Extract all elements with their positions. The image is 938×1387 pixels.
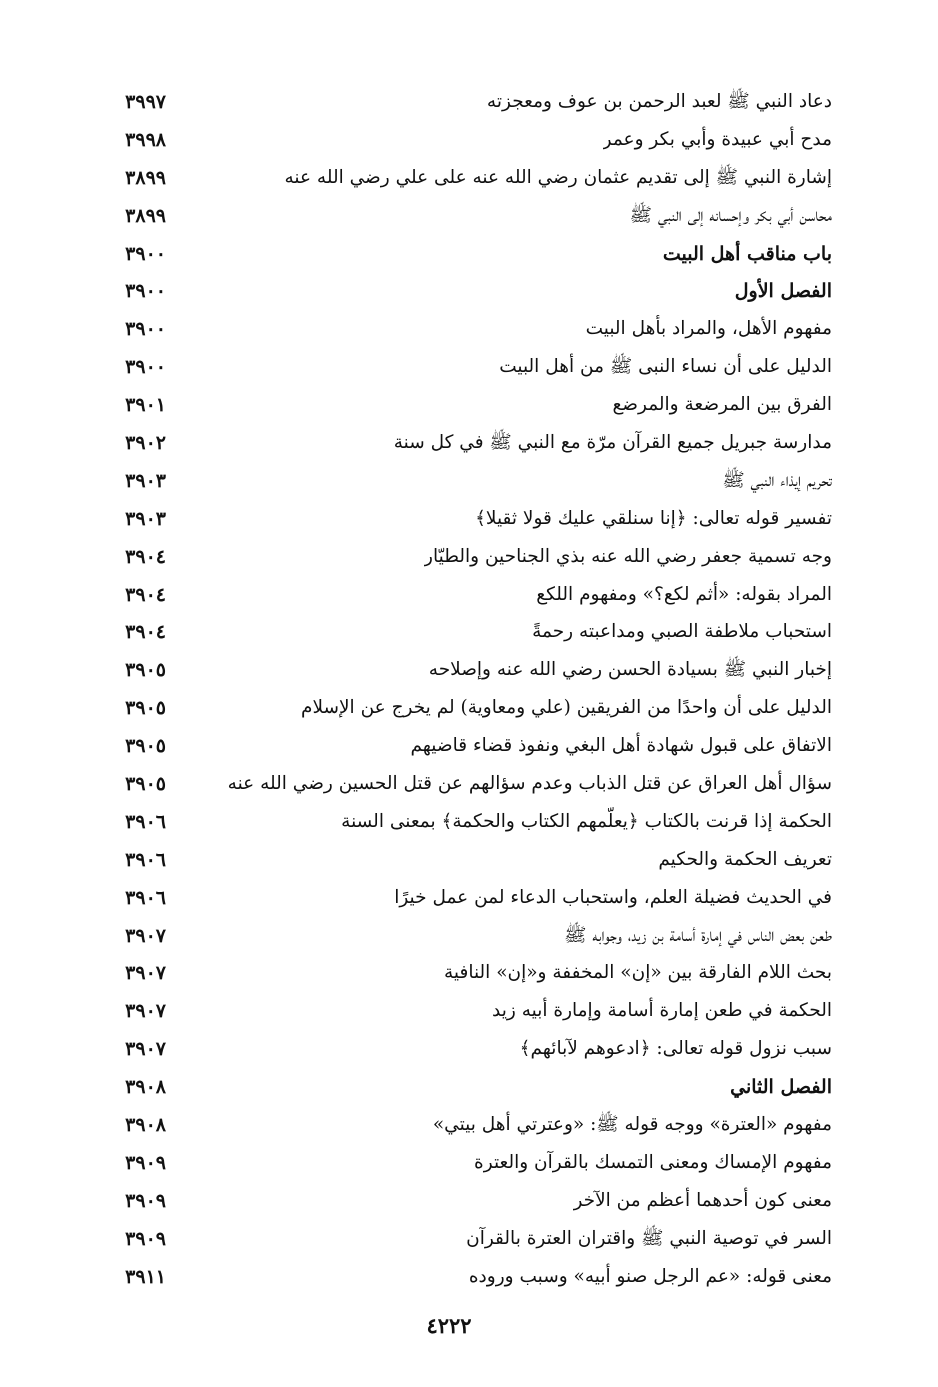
toc-entry [86,1259,832,1297]
toc-entry-page-number: ٣٩٠٤ [125,545,166,568]
toc-entry-title: مفهوم الأهل، والمراد بأهل البيت [585,318,832,340]
toc-entry-page-number: ٣٩١١ [125,1265,166,1288]
table-of-contents [86,84,832,1297]
toc-entry-title: سؤال أهل العراق عن قتل الذباب وعدم سؤالهم عن قتل الحسين رضي الله عنه [227,773,832,795]
toc-entry [86,842,832,880]
toc-entry-page-number: ٣٩٠٥ [125,735,166,758]
toc-entry-title: تعريف الحكمة والحكيم [658,848,832,870]
toc-entry-page-number: ٣٩٠٤ [125,621,166,644]
toc-entry [86,1107,832,1145]
toc-entry-page-number: ٣٩٠٣ [125,469,166,492]
toc-entry-page-number: ٣٩٠١ [125,394,166,417]
toc-entry-title: معنى كون أحدهما أعظم من الآخر [573,1189,832,1211]
toc-section-heading: الفصل الثاني [730,1076,832,1099]
toc-entry [86,955,832,993]
toc-entry [86,539,832,577]
toc-entry-page-number: ٣٩٠٥ [125,773,166,796]
toc-entry [86,614,832,652]
toc-entry-title: معنى قوله: «عم الرجل صنو أبيه» وسبب وروده [468,1265,832,1287]
toc-entry-title: الحكمة إذا قرنت بالكتاب ﴿يعلّمهم الكتاب والحكمة﴾ بمعنى السنة [341,810,832,832]
toc-entry [86,387,832,425]
toc-entry [86,122,832,160]
toc-entry-title: طعن بعض الناس في إمارة أسامة بن زيد، وجوابه ﷺ [564,924,832,946]
toc-entry [86,804,832,842]
toc-entry-page-number: ٣٩٠٧ [125,962,166,985]
toc-entry-title: وجه تسمية جعفر رضي الله عنه بذي الجناحين والطيّار [424,545,832,567]
toc-entry-page-number: ٣٨٩٩ [125,166,166,189]
toc-entry-title: إشارة النبي ﷺ إلى تقديم عثمان رضي الله عنه على علي رضي الله عنه [284,166,832,188]
toc-entry-title: تحريم إيذاء النبي ﷺ [722,469,832,491]
toc-entry-page-number: ٣٩٠٣ [125,507,166,530]
toc-entry-title: محاسن أبي بكر وإحسانه إلى النبي ﷺ [629,204,832,226]
toc-entry [86,766,832,804]
toc-entry-title: الدليل على أن واحدًا من الفريقين (علي ومعاوية) لم يخرج عن الإسلام [301,697,832,719]
toc-entry-title: دعاد النبي ﷺ لعبد الرحمن بن عوف ومعجزته [486,91,832,112]
toc-entry-page-number: ٣٩٠٠ [125,280,166,303]
toc-entry [86,577,832,615]
toc-entry [86,993,832,1031]
toc-entry-page-number: ٣٩٠٥ [125,659,166,682]
toc-entry-page-number: ٣٩٠٦ [125,886,166,909]
toc-entry-title: بحث اللام الفارقة بين «إن» المخففة و«إن» النافية [443,962,832,984]
toc-section-heading: باب مناقب أهل البيت [662,242,832,265]
toc-entry [86,501,832,539]
toc-entry [86,728,832,766]
page-number: ٤٢٢٢ [426,1313,472,1338]
toc-entry-title: مفهوم الإمساك ومعنى التمسك بالقرآن والعترة [474,1151,832,1173]
toc-entry-page-number: ٣٩٠٦ [125,848,166,871]
toc-entry-page-number: ٣٩٠٩ [125,1227,166,1250]
toc-entry-title: المراد بقوله: «أثم لكع؟» ومفهوم اللكع [536,583,832,605]
toc-entry [86,690,832,728]
toc-entry-title: سبب نزول قوله تعالى: ﴿ادعوهم لآبائهم﴾ [519,1038,832,1060]
toc-entry-page-number: ٣٩٩٨ [125,128,166,151]
toc-entry [86,425,832,463]
toc-entry-page-number: ٣٩٠٠ [125,356,166,379]
toc-entry-page-number: ٣٩٠٧ [125,1038,166,1061]
toc-entry-title: الفرق بين المرضعة والمرضع [612,394,832,416]
toc-entry-title: مدارسة جبريل جميع القرآن مرّة مع النبي ﷺ في كل سنة [393,432,832,454]
toc-entry [86,349,832,387]
toc-entry-title: إخبار النبي ﷺ بسيادة الحسن رضي الله عنه وإصلاحه [428,659,832,681]
toc-entry [86,1031,832,1069]
toc-entry [86,160,832,198]
toc-entry-page-number: ٣٩٠٤ [125,583,166,606]
toc-entry [86,463,832,501]
toc-entry [86,880,832,918]
toc-entry-page-number: ٣٩٠٩ [125,1189,166,1212]
toc-entry-page-number: ٣٩٠٢ [125,432,166,455]
toc-entry-page-number: ٣٩٠٦ [125,810,166,833]
toc-section-heading: الفصل الأول [734,280,832,303]
toc-entry-title: الدليل على أن نساء النبى ﷺ من أهل البيت [499,356,832,378]
toc-entry-title: مدح أبي عبيدة وأبي بكر وعمر [602,128,832,150]
toc-entry-title: الحكمة في طعن إمارة أسامة وإمارة أبيه زيد [492,1000,832,1022]
toc-entry-page-number: ٣٩٠٧ [125,1000,166,1023]
toc-entry-page-number: ٣٩٠٧ [125,924,166,947]
toc-entry-page-number: ٣٩٩٧ [125,91,166,113]
toc-entry [86,198,832,236]
toc-entry [86,84,832,122]
toc-entry [86,236,832,274]
toc-entry-title: مفهوم «العترة» ووجه قوله ﷺ: «وعترتي أهل بيتي» [432,1114,832,1136]
toc-entry [86,311,832,349]
toc-entry-page-number: ٣٩٠٨ [125,1114,166,1137]
toc-entry-title: السر في توصية النبي ﷺ واقتران العترة بالقرآن [466,1227,832,1249]
toc-entry [86,1221,832,1259]
toc-entry-page-number: ٣٨٩٩ [125,204,166,227]
toc-entry [86,1069,832,1107]
toc-entry [86,918,832,956]
toc-entry [86,1183,832,1221]
toc-entry [86,652,832,690]
toc-entry-title: تفسير قوله تعالى: ﴿إنا سنلقي عليك قولا ثقيلا﴾ [475,507,832,529]
toc-entry-title: استحباب ملاطفة الصبي ومداعبته رحمةً [532,621,832,643]
toc-entry-page-number: ٣٩٠٠ [125,242,166,265]
toc-entry [86,273,832,311]
toc-entry-page-number: ٣٩٠٨ [125,1076,166,1099]
toc-entry-title: الاتفاق على قبول شهادة أهل البغي ونفوذ قضاء قاضيهم [410,735,832,757]
toc-entry-page-number: ٣٩٠٠ [125,318,166,341]
toc-entry-title: في الحديث فضيلة العلم، واستحباب الدعاء لمن عمل خيرًا [394,886,832,908]
toc-entry [86,1145,832,1183]
toc-entry-page-number: ٣٩٠٥ [125,697,166,720]
toc-entry-page-number: ٣٩٠٩ [125,1151,166,1174]
